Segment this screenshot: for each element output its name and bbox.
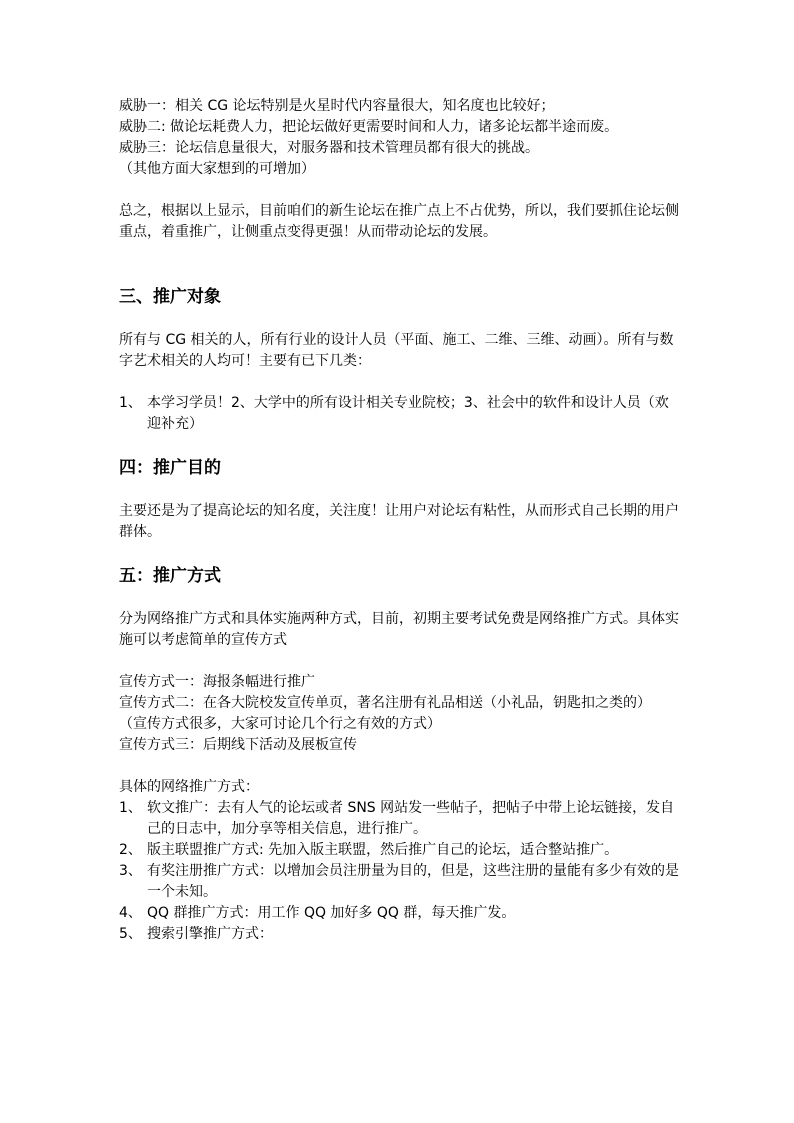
list-item-number: 4、 [119, 905, 142, 921]
list-item [119, 798, 679, 840]
list-item-text: 本学习学员！2、大学中的所有设计相关专业院校；3、社会中的软件和设计人员（欢迎补充） [147, 395, 669, 432]
threat-3: 威胁三：论坛信息量很大，对服务器和技术管理员都有很大的挑战。 [119, 140, 539, 156]
section-3-intro: 所有与 CG 相关的人，所有行业的设计人员（平面、施工、二维、三维、动画）。所有与数字艺术相关的人均可！主要有已下几类： [119, 332, 674, 369]
section-5-title: 五：推广方式 [119, 566, 221, 586]
list-item-number: 1、 [119, 800, 142, 816]
section-5-intro: 分为网络推广方式和具体实施两种方式，目前，初期主要考试免费是网络推广方式。具体实施可以考虑简单的宣传方式 [119, 611, 679, 648]
list-item-number: 3、 [119, 863, 142, 879]
list-item-number: 1、 [119, 395, 142, 411]
list-item-text: QQ 群推广方式：用工作 QQ 加好多 QQ 群，每天推广发。 [147, 905, 516, 921]
list-item [119, 924, 679, 945]
section-3-title: 三、推广对象 [119, 287, 221, 307]
threat-2: 威胁二: 做论坛耗费人力，把论坛做好更需要时间和人力，诸多论坛都半途而废。 [119, 119, 619, 135]
promo-way-2: 宣传方式二：在各大院校发宣传单页，著名注册有礼品相送（小礼品，钥匙扣之类的） [119, 695, 651, 711]
threat-note: （其他方面大家想到的可增加） [119, 161, 315, 177]
list-item [119, 840, 679, 861]
list-item-text: 版主联盟推广方式: 先加入版主联盟，然后推广自己的论坛，适合整站推广。 [147, 842, 619, 858]
list-item-number: 5、 [119, 926, 142, 942]
list-item [119, 903, 679, 924]
threat-1: 威胁一：相关 CG 论坛特别是火星时代内容量很大，知名度也比较好； [119, 98, 555, 114]
section-4-body: 主要还是为了提高论坛的知名度，关注度！让用户对论坛有粘性，从而形式自己长期的用户群体。 [119, 503, 679, 540]
online-methods-title: 具体的网络推广方式： [119, 779, 259, 795]
promo-way-1: 宣传方式一：海报条幅进行推广 [119, 674, 315, 690]
promo-way-note: （宣传方式很多，大家可讨论几个行之有效的方式） [119, 716, 441, 732]
document-page [119, 96, 679, 945]
list-item-text: 软文推广：去有人气的论坛或者 SNS 网站发一些帖子，把帖子中带上论坛链接，发自己的日志中，加分享等相关信息，进行推广。 [147, 800, 675, 837]
section-4-title: 四：推广目的 [119, 458, 221, 478]
list-item [119, 393, 679, 435]
list-item-number: 2、 [119, 842, 142, 858]
list-item-text: 有奖注册推广方式：以增加会员注册量为目的，但是，这些注册的量能有多少有效的是一个未知。 [147, 863, 679, 900]
summary-paragraph: 总之，根据以上显示，目前咱们的新生论坛在推广点上不占优势，所以，我们要抓住论坛侧重点，着重推广，让侧重点变得更强！从而带动论坛的发展。 [119, 203, 679, 240]
list-item-text: 搜索引擎推广方式： [147, 926, 273, 942]
list-item [119, 861, 679, 903]
promo-way-3: 宣传方式三：后期线下活动及展板宣传 [119, 737, 357, 753]
